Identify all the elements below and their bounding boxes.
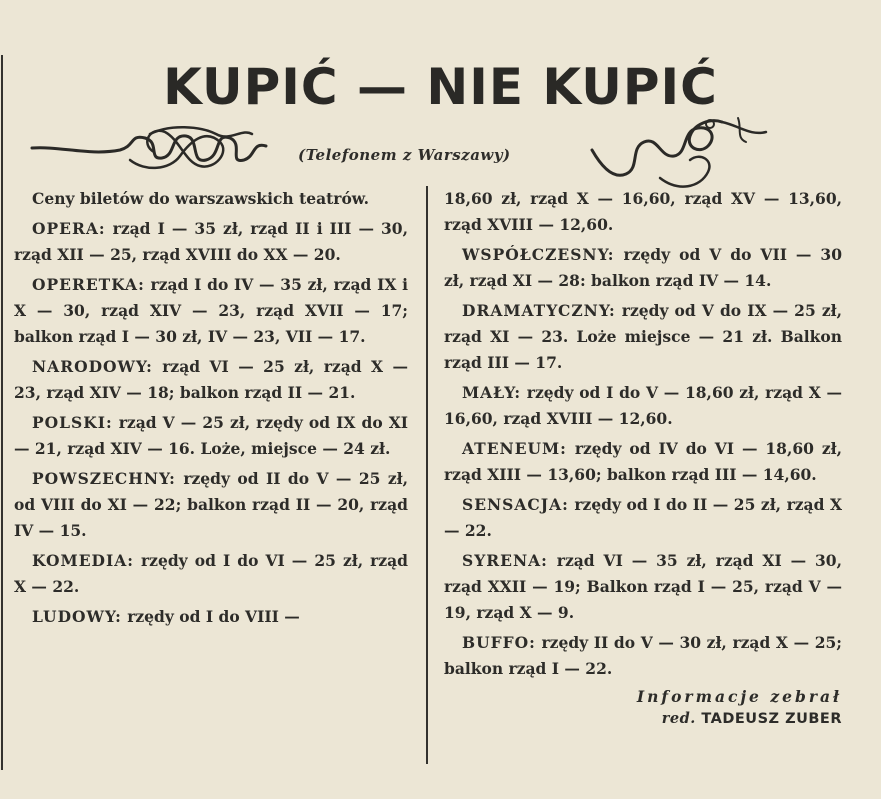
ludowy-continuation: 18,60 zł, rząd X — 16,60, rząd XV — 13,60, rząd XVIII — 12,60. [444,189,842,234]
theatre-entry [444,298,842,376]
theatre-entry [14,272,408,350]
theatre-name: ATENEUM: [462,439,567,458]
theatre-name: POWSZECHNY: [32,469,176,488]
theatre-entry [14,410,408,462]
theatre-entry [14,216,408,268]
credit-block [444,686,842,730]
theatre-entry [14,604,408,630]
column-divider [426,186,428,764]
left-scribble-ornament [30,120,270,180]
theatre-name: SYRENA: [462,551,548,570]
headline: KUPIĆ — NIE KUPIĆ [163,58,718,116]
theatre-prices: rzędy od II do V — 25 zł, od VIII do XI — 22; balkon rząd II — 20, rząd IV — 15. [14,469,408,540]
theatre-name: OPERA: [32,219,106,238]
credit-name: TADEUSZ ZUBER [701,711,842,727]
credit-author [444,708,842,730]
theatre-name: MAŁY: [462,383,522,402]
theatre-entry [444,630,842,682]
subtitle: (Telefonem z Warszawy) [298,146,511,164]
theatre-name: DRAMATYCZNY: [462,301,616,320]
theatre-entry [14,354,408,406]
theatre-name: LUDOWY: [32,607,122,626]
theatre-entry [444,380,842,432]
right-scribble-ornament [590,108,770,198]
theatre-entry [14,466,408,544]
theatre-prices: rzędy II do V — 30 zł, rząd X — 25; balkon rząd I — 22. [444,633,842,678]
theatre-name: SENSACJA: [462,495,569,514]
theatre-prices: rzędy od I do V — 18,60 zł, rząd X — 16,60, rząd XVIII — 12,60. [444,383,842,428]
theatre-entry [444,548,842,626]
theatre-prices: rzędy od I do II — 25 zł, rząd X — 22. [444,495,842,540]
theatre-entry [444,242,842,294]
theatre-prices: rząd I do IV — 35 zł, rząd IX i X — 30, rząd XIV — 23, rząd XVII — 17; balkon rząd I — 30 zł, IV — 23, VII — 17. [14,275,408,346]
clipping-edge-line [1,55,3,770]
theatre-name: WSPÓŁCZESNY: [462,245,615,264]
theatre-prices: rzędy od I do VI — 25 zł, rząd X — 22. [14,551,408,596]
theatre-name: BUFFO: [462,633,536,652]
theatre-entry [444,492,842,544]
theatre-prices: rzędy od I do VIII — [121,607,300,626]
left-theatre-list [14,216,408,630]
theatre-prices: rzędy od IV do VI — 18,60 zł, rząd XIII — 13,60; balkon rząd III — 14,60. [444,439,842,484]
intro-paragraph: Ceny biletów do warszawskich teatrów. [32,189,369,208]
theatre-name: KOMEDIA: [32,551,134,570]
theatre-name: NARODOWY: [32,357,153,376]
theatre-name: OPERETKA: [32,275,145,294]
theatre-name: POLSKI: [32,413,113,432]
right-column [444,186,842,730]
theatre-prices: rząd V — 25 zł, rzędy od IX do XI — 21, rząd XIV — 16. Loże, miejsce — 24 zł. [14,413,408,458]
theatre-entry [14,548,408,600]
theatre-prices: rząd VI — 35 zł, rząd XI — 30, rząd XXII — 19; Balkon rząd I — 25, rząd V — 19, rząd X — 9. [444,551,842,622]
theatre-prices: rząd I — 35 zł, rząd II i III — 30, rząd XII — 25, rząd XVIII do XX — 20. [14,219,408,264]
theatre-prices: rząd VI — 25 zł, rząd X — 23, rząd XIV — 18; balkon rząd II — 21. [14,357,408,402]
credit-prefix: red. [661,710,696,727]
theatre-prices: rzędy od V do IX — 25 zł, rząd XI — 23. Loże miejsce — 21 zł. Balkon rząd III — 17. [444,301,842,372]
right-theatre-list [444,242,842,682]
theatre-entry [444,436,842,488]
credit-label: Informacje zebrał [636,687,842,706]
left-column [14,186,408,634]
theatre-prices: rzędy od V do VII — 30 zł, rząd XI — 28: balkon rząd IV — 14. [444,245,842,290]
